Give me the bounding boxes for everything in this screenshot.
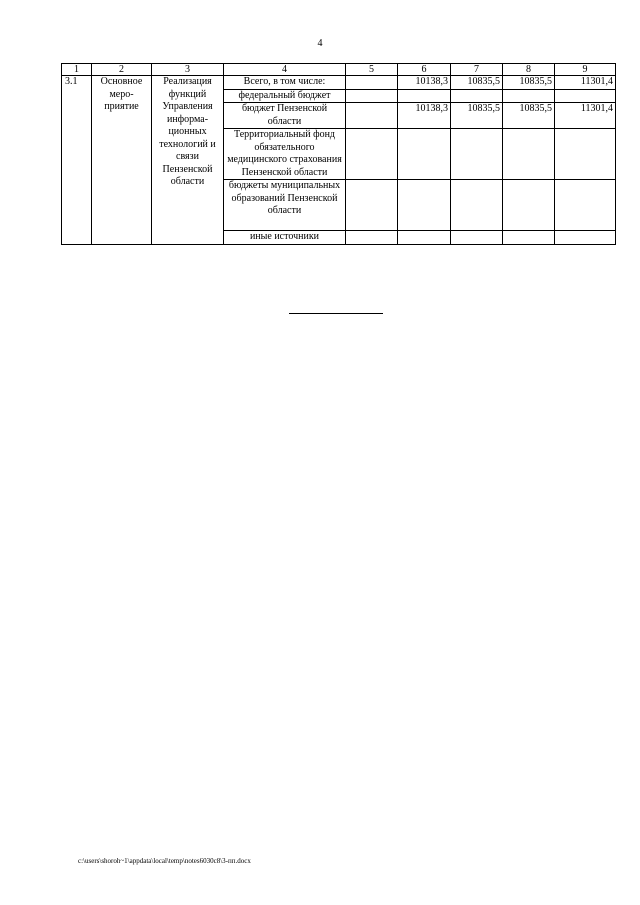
value-cell: 10835,5 bbox=[503, 103, 555, 129]
value-cell: 10835,5 bbox=[503, 76, 555, 90]
footer-file-path: c:\users\shoroh~1\appdata\local\temp\notes6030c8\3-пп.docx bbox=[78, 857, 251, 865]
header-cell: 7 bbox=[451, 64, 503, 76]
value-cell bbox=[398, 129, 451, 180]
table-row bbox=[62, 76, 616, 90]
header-cell: 4 bbox=[224, 64, 346, 76]
value-cell bbox=[398, 180, 451, 231]
value-cell bbox=[346, 129, 398, 180]
value-cell: 10138,3 bbox=[398, 76, 451, 90]
header-cell: 2 bbox=[92, 64, 152, 76]
value-cell bbox=[555, 180, 616, 231]
header-cell: 9 bbox=[555, 64, 616, 76]
funding-source: бюджеты муниципальных образований Пензенской области bbox=[224, 180, 346, 231]
value-cell bbox=[503, 180, 555, 231]
header-cell: 1 bbox=[62, 64, 92, 76]
value-cell bbox=[503, 89, 555, 103]
header-cell: 5 bbox=[346, 64, 398, 76]
value-cell bbox=[555, 231, 616, 245]
value-cell bbox=[451, 89, 503, 103]
header-cell: 3 bbox=[152, 64, 224, 76]
measure-name: Реализация функций Управления информа-ционных технологий и связи Пензенской области bbox=[152, 76, 224, 245]
value-cell bbox=[451, 180, 503, 231]
measure-code: 3.1 bbox=[62, 76, 92, 245]
value-cell: 10138,3 bbox=[398, 103, 451, 129]
value-cell bbox=[346, 89, 398, 103]
value-cell: 10835,5 bbox=[451, 103, 503, 129]
measure-type: Основное меро-приятие bbox=[92, 76, 152, 245]
budget-table bbox=[61, 63, 616, 245]
value-cell bbox=[346, 76, 398, 90]
header-cell: 8 bbox=[503, 64, 555, 76]
funding-source: иные источники bbox=[224, 231, 346, 245]
table-header-row bbox=[62, 64, 616, 76]
funding-source: бюджет Пензенской области bbox=[224, 103, 346, 129]
value-cell bbox=[503, 231, 555, 245]
header-cell: 6 bbox=[398, 64, 451, 76]
value-cell: 11301,4 bbox=[555, 76, 616, 90]
value-cell bbox=[555, 89, 616, 103]
end-rule-divider bbox=[289, 313, 383, 314]
value-cell bbox=[451, 129, 503, 180]
value-cell bbox=[398, 89, 451, 103]
value-cell bbox=[346, 103, 398, 129]
value-cell bbox=[398, 231, 451, 245]
value-cell: 10835,5 bbox=[451, 76, 503, 90]
value-cell bbox=[451, 231, 503, 245]
funding-source: Территориальный фонд обязательного медицинского страхования Пензенской области bbox=[224, 129, 346, 180]
value-cell bbox=[503, 129, 555, 180]
funding-source: федеральный бюджет bbox=[224, 89, 346, 103]
page-number: 4 bbox=[317, 38, 323, 49]
value-cell bbox=[346, 231, 398, 245]
value-cell bbox=[346, 180, 398, 231]
value-cell: 11301,4 bbox=[555, 103, 616, 129]
value-cell bbox=[555, 129, 616, 180]
funding-source: Всего, в том числе: bbox=[224, 76, 346, 90]
